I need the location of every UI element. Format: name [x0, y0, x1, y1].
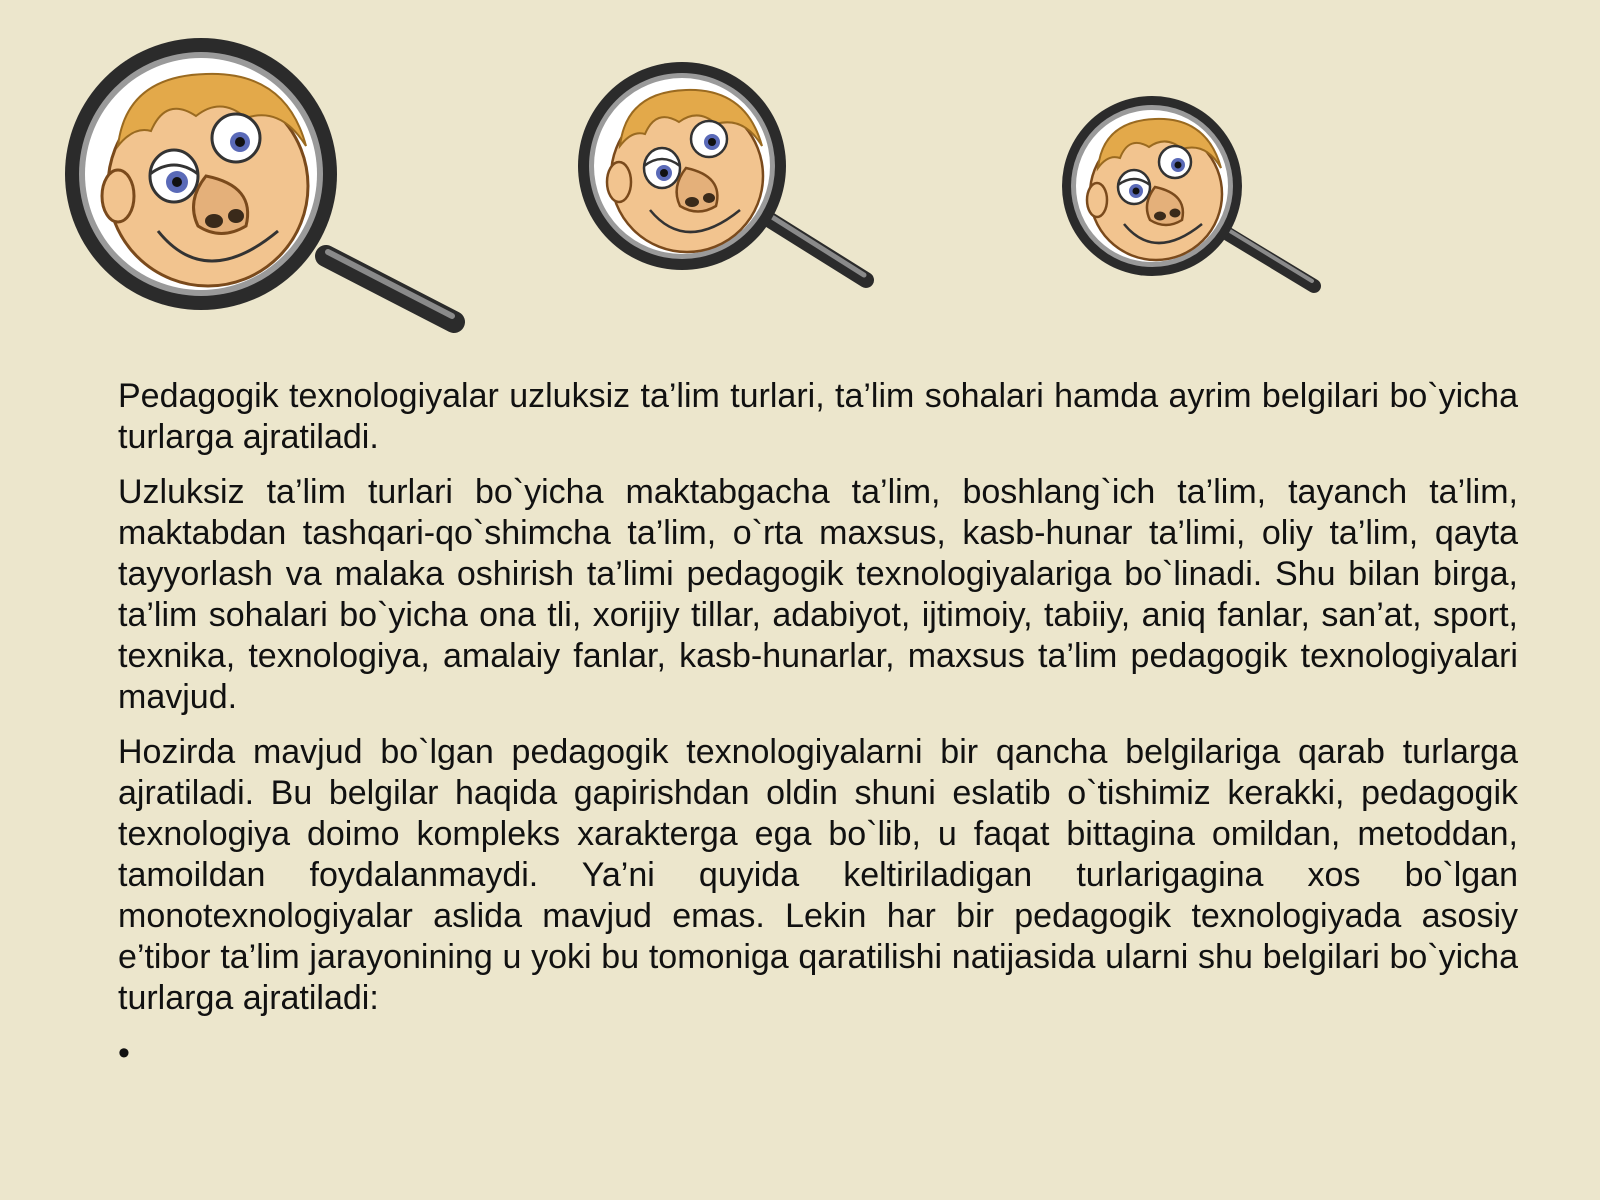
- paragraph-3: Hozirda mavjud bo`lgan pedagogik texnologiyalarni bir qancha belgilariga qarab turlarga ajratiladi. Bu belgilar haqida gapirishdan oldin shuni eslatib o`tishimiz kerakki, pedagogik texnologiya doimo kompleks xarakterga ega bo`lib, u faqat bittagina omildan, metoddan, tamoildan foydalanmaydi. Ya’ni quyida keltiriladigan turlarigagina xos bo`lgan monotexnologiyalar aslida mavjud emas. Lekin har bir pedagogik texnologiyada asosiy e’tibor ta’lim jarayonining u yoki bu tomoniga qaratilishi natijasida ularni shu belgilari bo`yicha turlarga ajratiladi:: [118, 733, 1518, 1017]
- magnifier-face-icon: [574, 54, 884, 294]
- paragraph-2: Uzluksiz ta’lim turlari bo`yicha maktabgacha ta’lim, boshlang`ich ta’lim, tayanch ta’lim, maktabdan tashqari-qo`shimcha ta’lim, o`rta maxsus, kasb-hunar ta’limi, oliy ta’lim, qayta tayyorlash va malaka oshirish ta’limi pedagogik texnologiyalariga bo`linadi. Shu bilan birga, ta’lim sohalari bo`yicha ona tli, xorijiy tillar, adabiyot, ijtimoiy, tabiiy, aniq fanlar, san’at, sport, texnika, texnologiya, amalaiy fanlar, kasb-hunarlar, maxsus ta’lim pedagogik texnologiyalari mavjud.: [118, 473, 1518, 716]
- magnifier-face-icon: [1058, 88, 1328, 298]
- empty-bullet: •: [118, 1034, 130, 1072]
- paragraph-1: Pedagogik texnologiyalar uzluksiz ta’lim turlari, ta’lim sohalari hamda ayrim belgilari bo`yicha turlarga ajratiladi.: [118, 377, 1518, 456]
- magnifier-face-icon: [56, 26, 466, 336]
- body-text: [118, 376, 1518, 1074]
